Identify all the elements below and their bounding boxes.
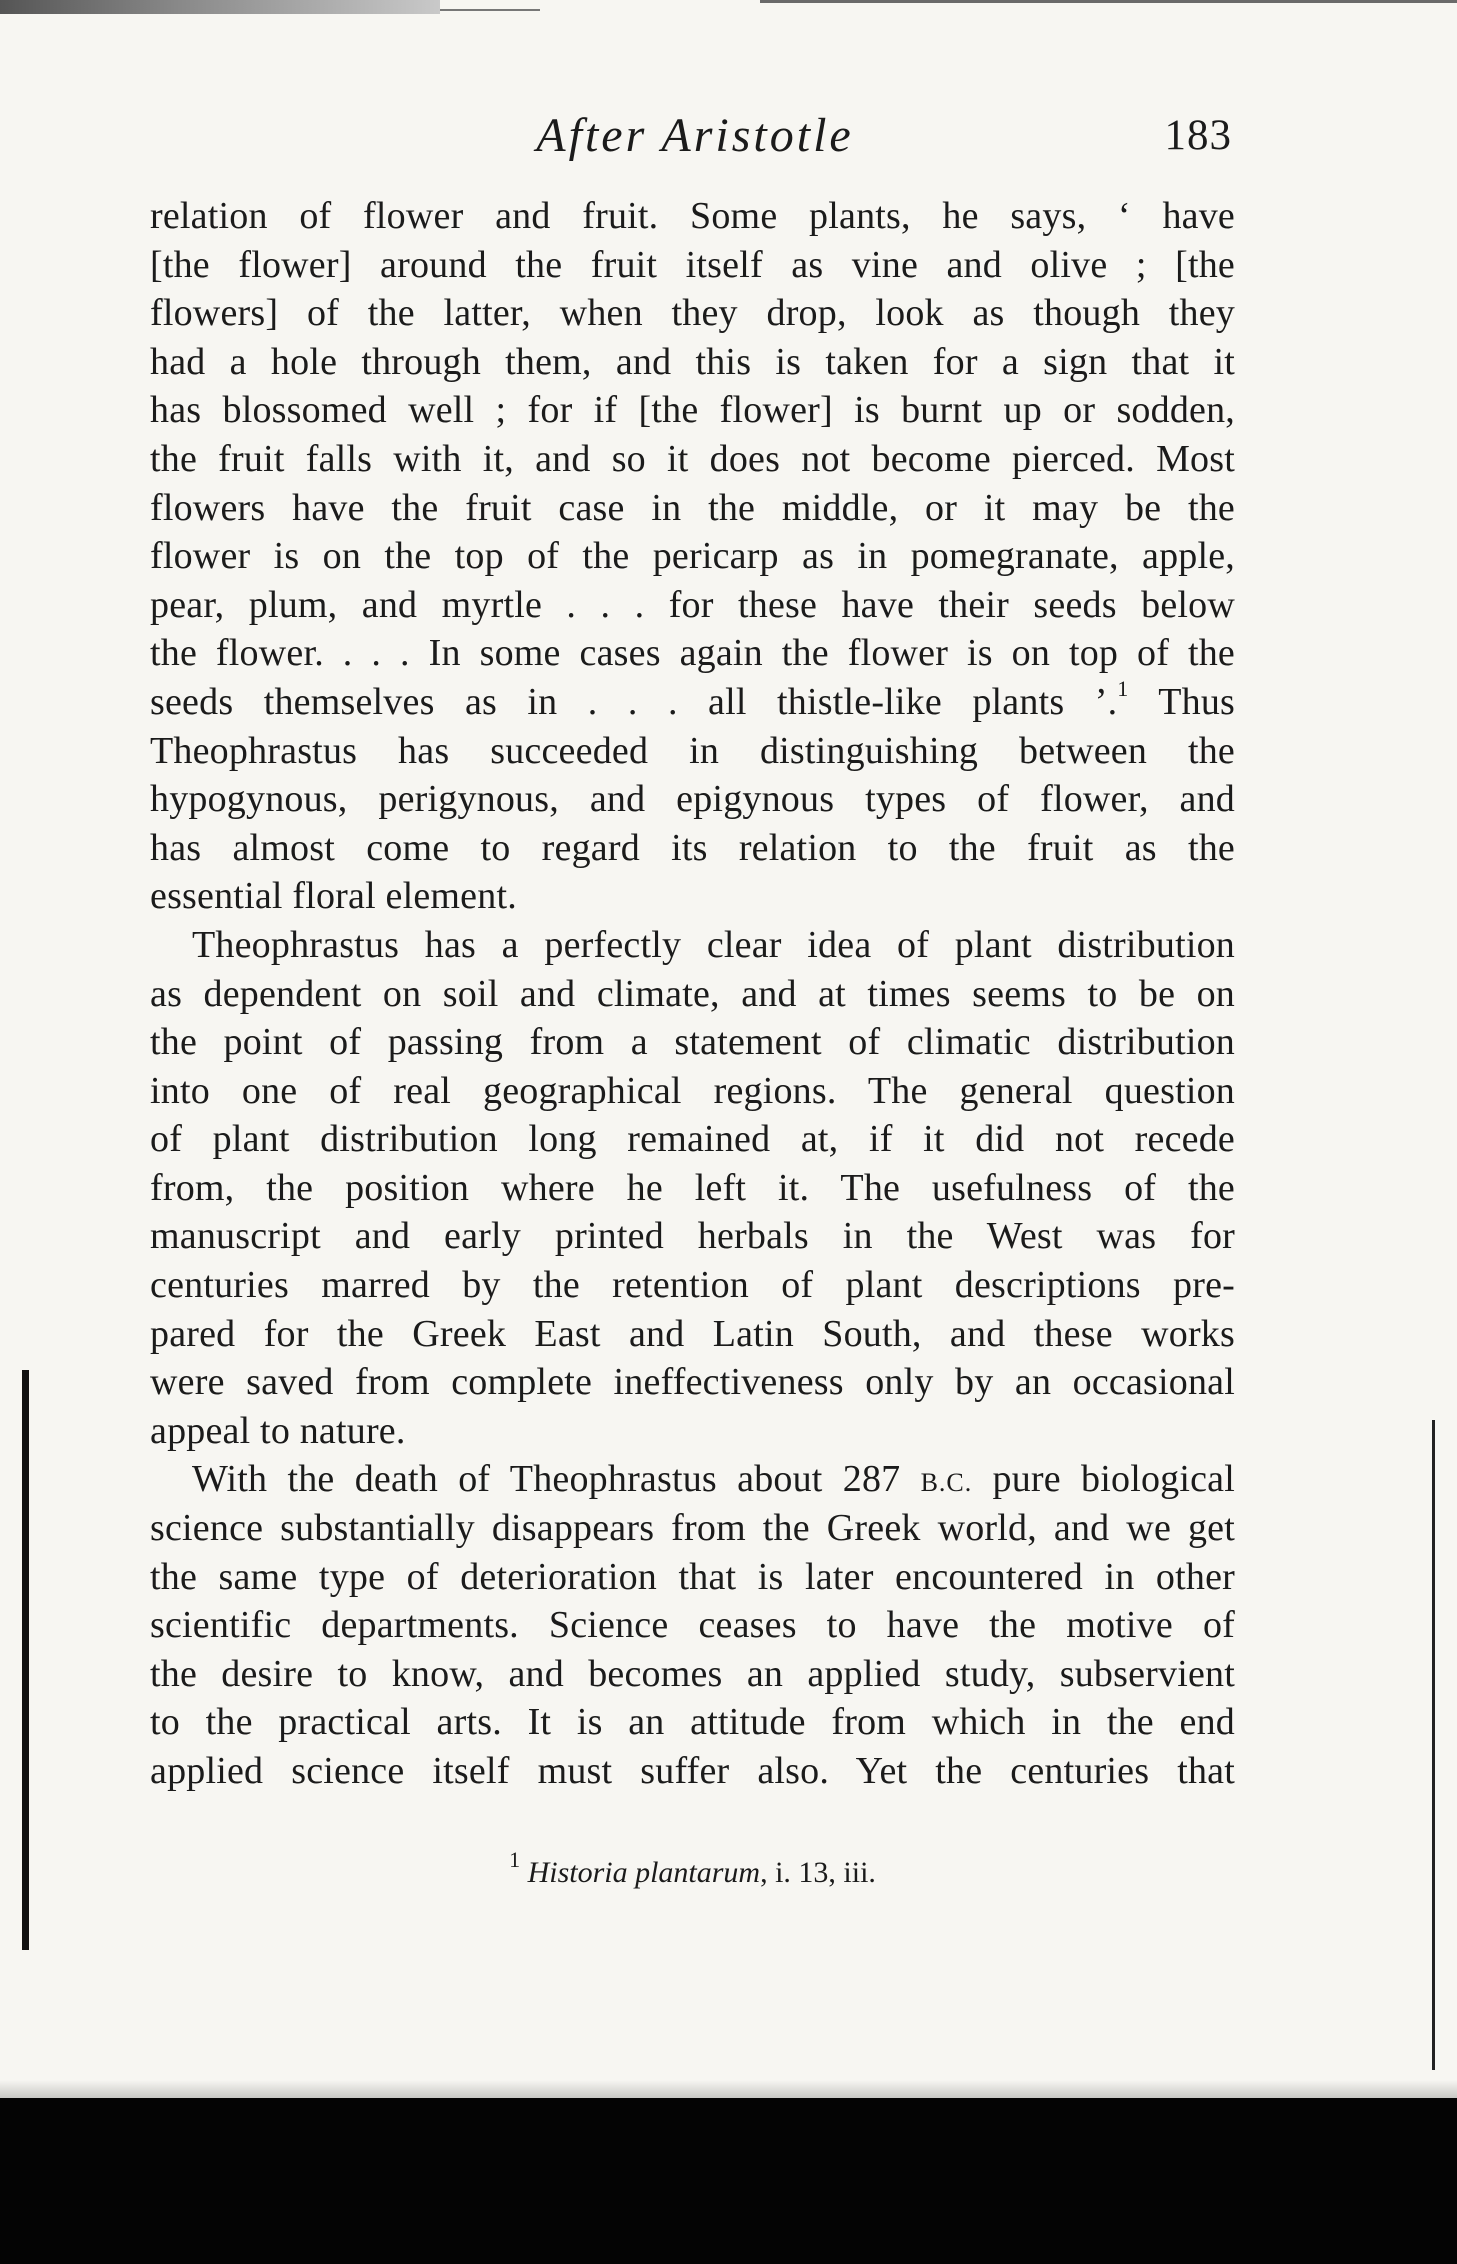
text-line — [150, 678, 1235, 727]
scan-edge-right — [1432, 1420, 1435, 2070]
text-line: the point of passing from a statement of climatic distribution — [150, 1021, 1235, 1064]
scan-edge-rule — [440, 9, 540, 11]
scan-edge-bottom — [0, 2098, 1457, 2264]
text-line: pared for the Greek East and Latin South, and these works — [150, 1312, 1235, 1355]
text-line: flower is on the top of the pericarp as in pomegranate, apple, — [150, 535, 1235, 578]
text-line: into one of real geographical regions. The general question — [150, 1069, 1235, 1112]
text-line: manuscript and early printed herbals in the West was for — [150, 1215, 1235, 1258]
text-fragment: seeds themselves as in . . . all thistle-like plants ’. — [150, 680, 1118, 723]
page-header — [150, 100, 1240, 170]
text-line: has blossomed well ; for if [the flower] is burnt up or sodden, — [150, 389, 1235, 432]
text-line: the fruit falls with it, and so it does not become pierced. Most — [150, 437, 1235, 480]
text-line — [150, 1455, 1235, 1504]
text-line: from, the position where he left it. The usefulness of the — [150, 1166, 1235, 1209]
text-line: the same type of deterioration that is later encountered in other — [150, 1555, 1235, 1598]
scan-edge-left — [22, 1370, 29, 1950]
text-line: essential floral element. — [150, 875, 517, 918]
text-line: hypogynous, perigynous, and epigynous types of flower, and — [150, 778, 1235, 821]
text-line: the desire to know, and becomes an applied study, subservient — [150, 1652, 1235, 1695]
text-line: appeal to nature. — [150, 1409, 406, 1452]
text-line: flowers] of the latter, when they drop, look as though they — [150, 292, 1235, 335]
text-line: flowers have the fruit case in the middle, or it may be the — [150, 486, 1235, 529]
footnote-reference: , i. 13, iii. — [760, 1856, 876, 1889]
text-line: as dependent on soil and climate, and at times seems to be on — [150, 972, 1235, 1015]
text-line: centuries marred by the retention of plant descriptions pre- — [150, 1264, 1235, 1307]
footnote-marker: 1 — [1117, 676, 1129, 702]
text-line: pear, plum, and myrtle . . . for these have their seeds below — [150, 583, 1235, 626]
text-fragment: B.C. — [920, 1468, 973, 1498]
text-line: relation of flower and fruit. Some plants, he says, ‘ have — [150, 195, 1235, 237]
text-line: of plant distribution long remained at, if it did not recede — [150, 1118, 1235, 1161]
text-line: Theophrastus has a perfectly clear idea of plant distribution — [192, 923, 1235, 966]
text-line: were saved from complete ineffectiveness only by an occasional — [150, 1361, 1235, 1404]
page-number: 183 — [1164, 112, 1232, 159]
text-line: [the flower] around the fruit itself as vine and olive ; [the — [150, 243, 1235, 286]
scan-edge-top — [0, 0, 440, 14]
footnote-number: 1 — [509, 1847, 521, 1872]
text-line: the flower. . . . In some cases again the flower is on top of the — [150, 632, 1235, 675]
text-line: scientific departments. Science ceases to have the motive of — [150, 1604, 1235, 1647]
text-fragment: With the death of Theophrastus about 287 — [192, 1458, 901, 1501]
scan-edge-rule — [760, 0, 1457, 3]
footnote-title: Historia plantarum — [527, 1856, 761, 1889]
text-line: has almost come to regard its relation to the fruit as the — [150, 826, 1235, 869]
text-line: Theophrastus has succeeded in distinguishing between the — [150, 729, 1235, 772]
text-line: science substantially disappears from the Greek world, and we get — [150, 1507, 1235, 1550]
text-line: applied science itself must suffer also. Yet the centuries that — [150, 1750, 1235, 1792]
body-text — [150, 192, 1235, 1796]
text-line: had a hole through them, and this is taken for a sign that it — [150, 340, 1235, 383]
footnote — [150, 1847, 1235, 1894]
running-title: After Aristotle — [536, 109, 854, 162]
text-fragment: Thus — [1158, 680, 1236, 723]
text-line: to the practical arts. It is an attitude from which in the end — [150, 1701, 1235, 1744]
text-fragment: pure biological — [992, 1458, 1235, 1501]
